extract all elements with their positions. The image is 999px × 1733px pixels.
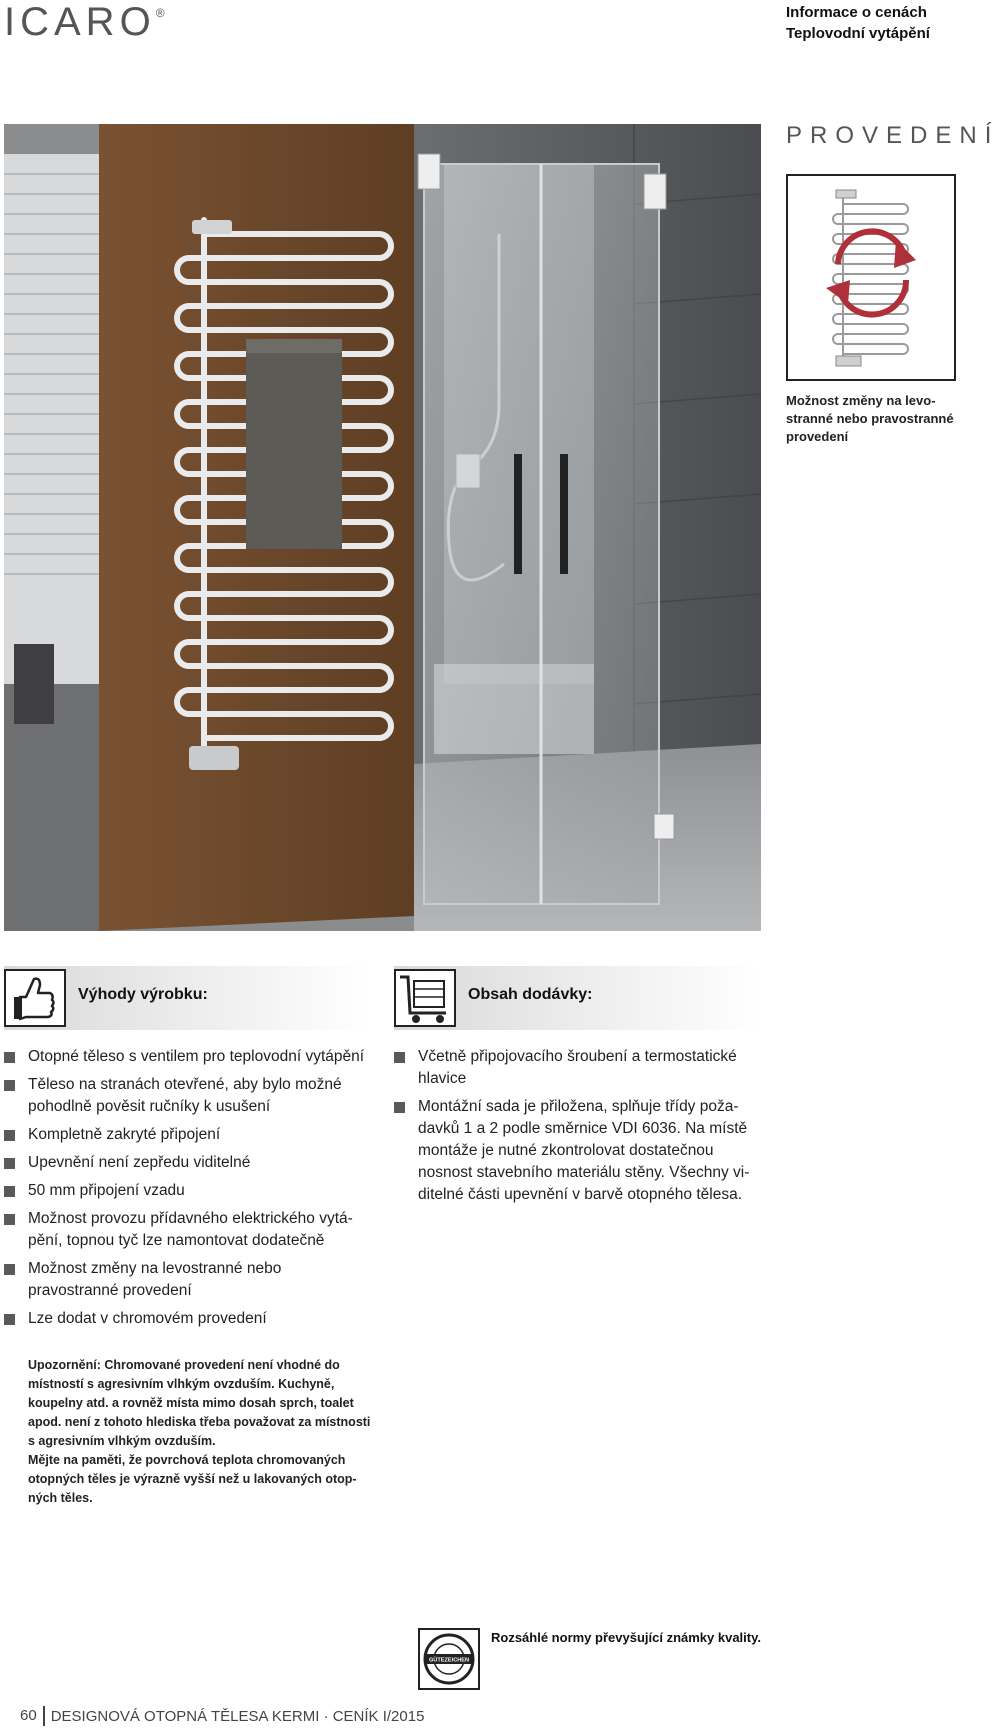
registered-mark: ® bbox=[155, 5, 165, 20]
benefits-list bbox=[4, 1046, 370, 1336]
benefits-header bbox=[4, 966, 370, 1030]
list-item: Možnost provozu přídavného elektrického vytápění, topnou tyč lze namontovat dodatečně bbox=[4, 1208, 370, 1252]
list-item: Lze dodat v chromovém provedení bbox=[4, 1308, 370, 1330]
quality-seal-icon bbox=[418, 1628, 480, 1690]
delivery-header bbox=[394, 966, 760, 1030]
variant-caption: Možnost změny na levostranné nebo pravostranné provedení bbox=[786, 393, 954, 444]
chrome-warning-note bbox=[28, 1356, 373, 1508]
list-item: Kompletně zakryté připojení bbox=[4, 1124, 370, 1146]
brand-name: ICARO bbox=[4, 0, 156, 44]
delivery-list bbox=[394, 1046, 760, 1212]
list-item: Montážní sada je přiložena, splňuje třídy požadavků 1 a 2 podle směrnice VDI 6036. Na místě montáže je nutné zkontrolovat dostatečnou nosnost stavebního materiálu stěny. Všechny viditelné části upevnění v barvě otopného tělesa. bbox=[394, 1096, 760, 1206]
list-item: 50 mm připojení vzadu bbox=[4, 1180, 370, 1202]
variant-diagram bbox=[786, 174, 956, 381]
list-item: Možnost změny na levostranné nebo pravostranné provedení bbox=[4, 1258, 370, 1302]
bathroom-scene-illustration bbox=[4, 124, 761, 931]
cart-icon bbox=[394, 969, 456, 1027]
list-item: Otopné těleso s ventilem pro teplovodní vytápění bbox=[4, 1046, 370, 1068]
delivery-title: Obsah dodávky: bbox=[468, 986, 593, 1003]
quality-text: Rozsáhlé normy převyšující známky kvality. bbox=[491, 1630, 761, 1645]
seal-text: GÜTEZEICHEN bbox=[428, 1657, 470, 1664]
benefits-title: Výhody výrobku: bbox=[78, 986, 208, 1003]
page-number: 60 bbox=[20, 1706, 45, 1726]
header-line-2: Teplovodní vytápění bbox=[786, 25, 930, 42]
rotation-arrows-icon bbox=[788, 176, 954, 379]
page-footer bbox=[20, 1706, 424, 1726]
note-paragraph-2: Mějte na paměti, že povrchová teplota chromovaných otopných těles je výrazně vyšší než u lakovaných otopných těles. bbox=[28, 1453, 357, 1505]
footer-text: DESIGNOVÁ OTOPNÁ TĚLESA KERMI · CENÍK I/2015 bbox=[50, 1707, 425, 1725]
thumbs-up-icon bbox=[4, 969, 66, 1027]
header-info bbox=[786, 2, 930, 44]
section-title-variant: PROVEDENÍ bbox=[786, 122, 999, 149]
list-item: Těleso na stranách otevřené, aby bylo možné pohodlně pověsit ručníky k usušení bbox=[4, 1074, 370, 1118]
list-item: Upevnění není zepředu viditelné bbox=[4, 1152, 370, 1174]
brand-logo bbox=[4, 0, 165, 45]
header-line-1: Informace o cenách bbox=[786, 4, 927, 21]
product-photo bbox=[4, 124, 761, 931]
list-item: Včetně připojovacího šroubení a termostatické hlavice bbox=[394, 1046, 760, 1090]
note-paragraph-1: Upozornění: Chromované provedení není vhodné do místností s agresivním vlhkým ovzduším. Kuchyně, koupelny atd. a rovněž místa mimo dosah sprch, toalet apod. není z tohoto hlediska třeba považovat za místnosti s agresivním vlhkým ovzduším. bbox=[28, 1358, 371, 1448]
